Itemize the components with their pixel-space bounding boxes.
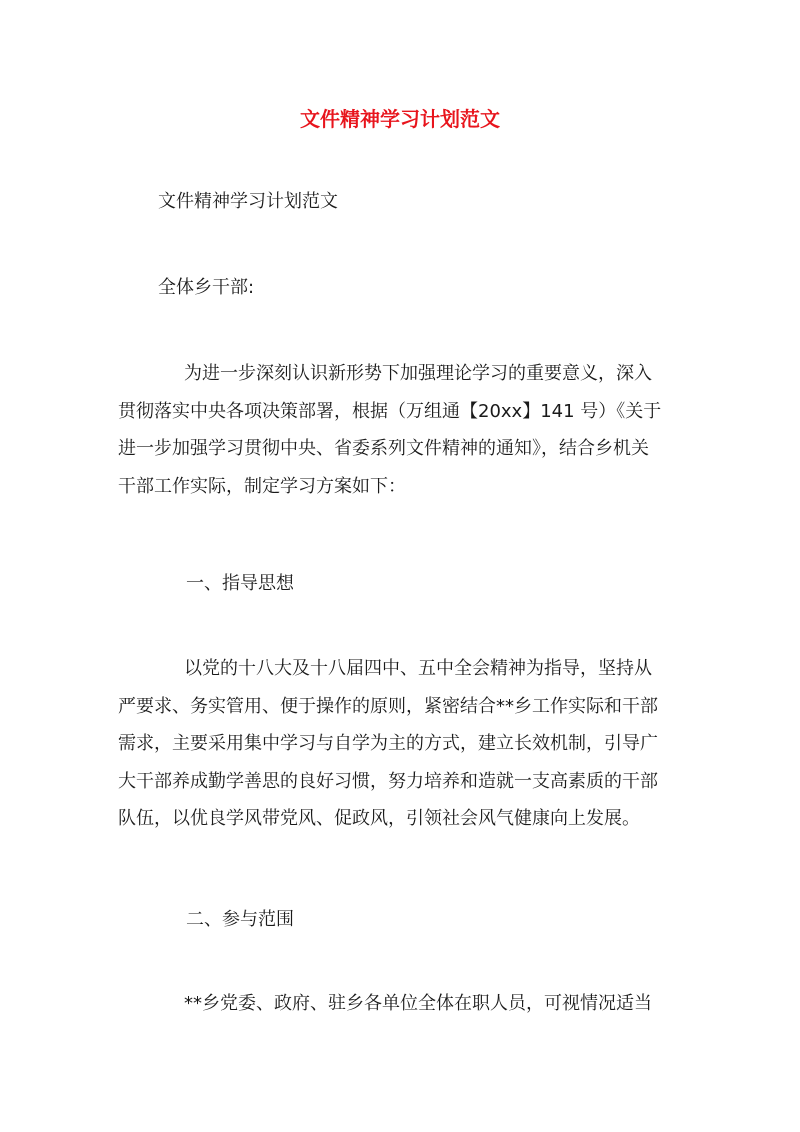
body-line: 队伍，以优良学风带党风、促政风，引领社会风气健康向上发展。 — [118, 808, 640, 829]
body-line: 严要求、务实管用、便于操作的原则，紧密结合**乡工作实际和干部 — [118, 695, 658, 717]
section-heading-guiding-ideology: 一、指导思想 — [186, 573, 294, 594]
intro-line: 为进一步深刻认识新形势下加强理论学习的重要意义，深入 — [184, 363, 652, 384]
body-line: 大干部养成勤学善思的良好习惯，努力培养和造就一支高素质的干部 — [118, 770, 658, 792]
body-line: **乡党委、政府、驻乡各单位全体在职人员，可视情况适当 — [184, 993, 652, 1014]
salutation: 全体乡干部: — [158, 277, 255, 298]
body-line: 需求，主要采用集中学习与自学为主的方式，建立长效机制，引导广 — [118, 733, 658, 754]
document-subtitle: 文件精神学习计划范文 — [158, 191, 338, 212]
intro-line: 贯彻落实中央各项决策部署，根据（万组通【20xx】141 号）《关于 — [118, 400, 662, 422]
intro-line: 进一步加强学习贯彻中央、省委系列文件精神的通知》，结合乡机关 — [118, 438, 649, 459]
intro-line: 干部工作实际，制定学习方案如下： — [118, 475, 406, 497]
intro-paragraph — [118, 355, 686, 505]
document-title: 文件精神学习计划范文 — [300, 107, 500, 131]
guiding-ideology-paragraph — [118, 650, 686, 838]
participation-scope-paragraph — [118, 985, 686, 1023]
section-heading-participation-scope: 二、参与范围 — [186, 909, 294, 930]
body-line: 以党的十八大及十八届四中、五中全会精神为指导，坚持从 — [184, 658, 652, 679]
